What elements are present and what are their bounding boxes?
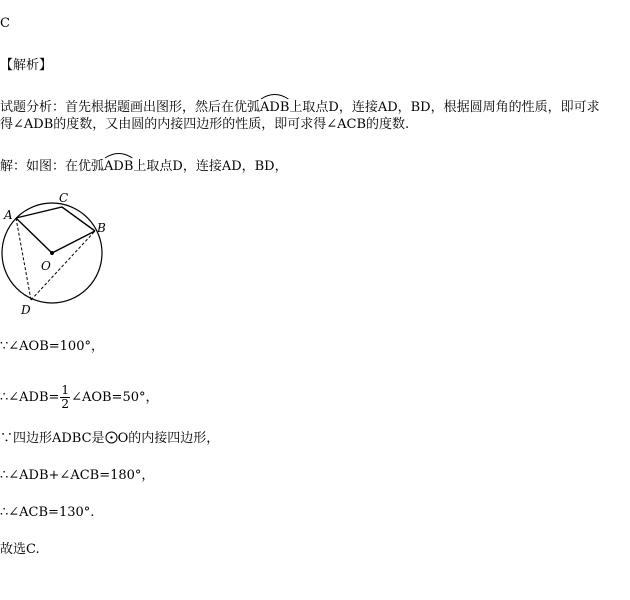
fraction-denominator: 2 — [61, 397, 70, 411]
solution-line — [0, 157, 288, 175]
conclusion: 故选C. — [0, 542, 40, 557]
step-5: ∴∠ACB=130°. — [0, 505, 95, 520]
analysis-prefix: 试题分析：首先根据题画出图形，然后在优弧 — [0, 100, 261, 115]
solution-prefix: 解：如图：在优弧 — [0, 159, 105, 174]
arc-label: ADB — [260, 100, 290, 115]
label-d: D — [21, 303, 31, 317]
step-3 — [0, 431, 219, 447]
chords-ac-cb — [16, 207, 95, 231]
analysis-line-2: 得∠ADB的度数，又由圆的内接四边形的性质，即可求得∠ACB的度数. — [0, 117, 410, 132]
step-2-suffix: ∠AOB=50°， — [71, 390, 159, 405]
step-2 — [0, 384, 159, 411]
arc-notation — [260, 98, 289, 116]
circle-dot-icon — [105, 431, 118, 444]
solution-suffix: 上取点D，连接AD，BD， — [133, 159, 288, 174]
step-3-suffix: O的内接四边形， — [117, 431, 220, 446]
analysis-middle: 上取点D，连接AD，BD，根据圆周角的性质，即可求 — [289, 100, 600, 115]
label-c: C — [59, 191, 69, 205]
section-title: 【解析】 — [0, 58, 53, 73]
radius-oa-ob — [16, 218, 95, 253]
answer-text: C — [0, 16, 10, 31]
analysis-line-1 — [0, 98, 600, 116]
step-3-prefix: ∵四边形ADBC是 — [0, 431, 105, 446]
arc-mark-icon — [260, 92, 289, 100]
step-4: ∴∠ADB+∠ACB=180°， — [0, 468, 155, 483]
circle-figure — [0, 190, 130, 320]
label-o: O — [41, 259, 51, 273]
step-2-prefix: ∴∠ADB= — [0, 390, 60, 405]
label-a: A — [4, 208, 13, 222]
center-point — [50, 251, 54, 255]
label-b: B — [97, 221, 106, 235]
step-1: ∵∠AOB=100°， — [0, 339, 104, 354]
arc-label: ADB — [104, 159, 134, 174]
fraction — [60, 384, 70, 411]
arc-notation — [104, 157, 133, 175]
arc-mark-icon — [104, 151, 133, 159]
fraction-numerator: 1 — [61, 383, 70, 397]
